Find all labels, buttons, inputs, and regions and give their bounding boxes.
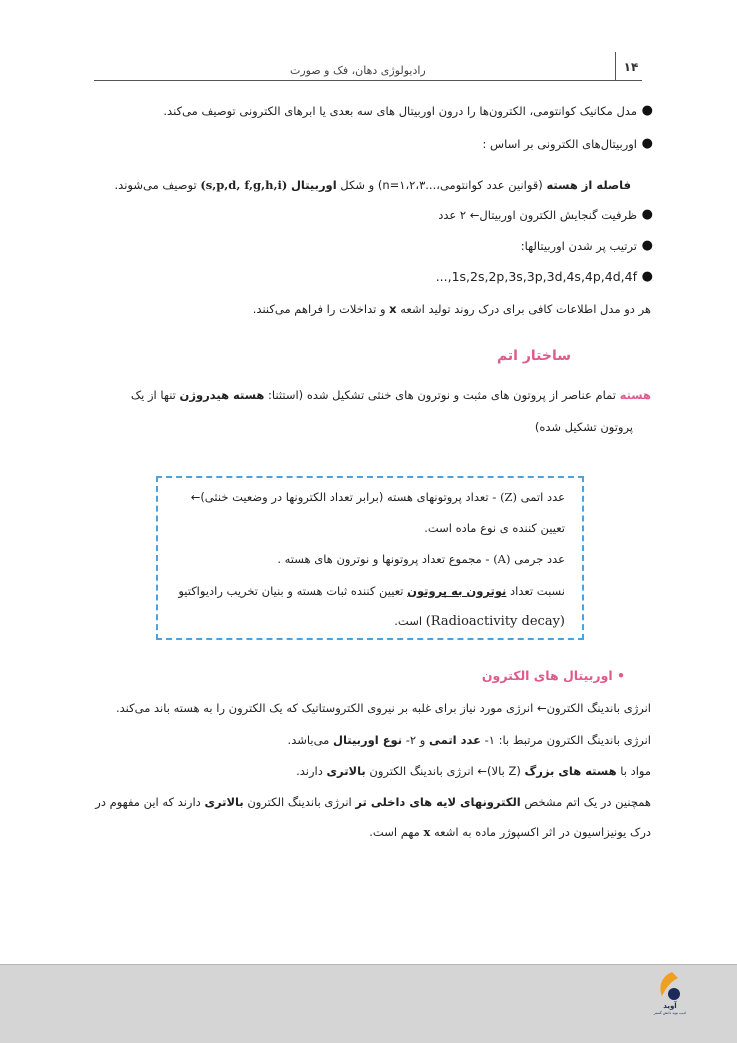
bullet-dot: ● [641, 269, 653, 284]
text-span: ← انرژی باندینگ الکترون [365, 764, 488, 778]
decay-line [394, 612, 565, 631]
bullet-dot: ● [641, 207, 653, 222]
list-item-text: اوربیتال‌های الکترونی بر اساس : [482, 137, 637, 151]
a-symbol: (A) [493, 552, 511, 566]
bold-term: هسته های بزرگ [524, 764, 617, 778]
orbital-text-line [296, 762, 651, 780]
text-span: درک یونیزاسیون در اثر اکسپوژر ماده به اشعه [430, 825, 651, 839]
atomic-number-line [191, 488, 565, 506]
text-span: (قوانین عدد کوانتومی،...۱،۲،۳=n) و شکل [336, 178, 547, 192]
section-heading: • اوربیتال های الکترون [481, 668, 625, 683]
list-item [520, 237, 653, 255]
list-item-text: مدل مکانیک کوانتومی، الکترون‌ها را درون اوربیتال های سه بعدی یا ابرهای الکترونی توصیف می‌کند. [163, 104, 637, 118]
x-ray-symbol: x [423, 825, 431, 839]
list-item-text: ظرفیت گنجایش الکترون اوربیتال← ۲ عدد [438, 208, 637, 222]
text-span: دارند که این مفهوم در [95, 795, 205, 809]
text-span: دارند. [296, 764, 327, 778]
text-span: مواد با [616, 764, 651, 778]
summary-text [253, 300, 651, 318]
text-span: - مجموع تعداد پروتونها و نوترون های هسته . [277, 552, 494, 566]
orbital-filling-order: ...,1s,2s,2p,3s,3p,3d,4s,4p,4d,4f [435, 269, 637, 284]
orbital-text-line [288, 731, 651, 749]
text-span: - تعداد پروتونهای هسته (برابر تعداد الکترونها در وضعیت خنثی)← [190, 490, 501, 504]
ratio-line [178, 582, 565, 600]
header-rule [94, 80, 642, 81]
list-item [163, 102, 653, 120]
nucleus-term: هسته [619, 388, 651, 402]
bold-term: فاصله از هسته [546, 178, 631, 192]
text-span: مهم است. [369, 825, 424, 839]
nucleus-paragraph-line2: پروتون تشکیل شده) [534, 420, 633, 434]
bullet-dot: ● [641, 238, 653, 253]
radioactivity-decay-term: (Radioactivity decay) [425, 614, 565, 629]
list-item [482, 135, 653, 153]
bold-term: نوع اوربیتال [332, 733, 403, 747]
logo-subtext: ادیب نوید دانش گستر [653, 1011, 687, 1015]
nucleus-paragraph-line1 [131, 386, 651, 404]
box-text-line: تعیین کننده ی نوع ماده است. [424, 521, 565, 535]
orbital-text-line [95, 793, 651, 811]
bullet-dot: ● [641, 103, 653, 118]
orbital-text-line: انرژی باندینگ الکترون← انرژی مورد نیاز برای غلبه بر نیروی الکتروستاتیک که یک الکترون را به هسته باند می‌کند. [115, 701, 651, 715]
text-span: انرژی باندینگ الکترون مرتبط با: ۱- [480, 733, 651, 747]
text-span: می‌باشد. [287, 733, 333, 747]
text-span: همچنین در یک اتم مشخص [520, 795, 651, 809]
text-span: عدد جرمی [510, 552, 565, 566]
bold-term: الکترونهای لایه های داخلی تر [355, 795, 521, 809]
orbital-text-line [369, 823, 651, 841]
text-span: و ۲- [402, 733, 429, 747]
text-span: انرژی باندینگ الکترون [243, 795, 356, 809]
text-span: و تداخلات را فراهم می‌کنند. [252, 302, 390, 316]
logo-navy-dot [668, 988, 680, 1000]
text-span: (Z بالا) [487, 764, 525, 778]
logo-text: آوید [663, 1002, 677, 1010]
text-span: تنها از یک [130, 388, 180, 402]
section-heading: ساختار اتم [496, 348, 571, 364]
text-span: تمام عناصر از پروتون های مثبت و نوترون های خنثی تشکیل شده (استثنا: [264, 388, 620, 402]
bullet-dot: ● [641, 136, 653, 151]
orbital-letters: (s,p,d, f,g,h,i) [200, 178, 288, 192]
running-header-title: رادیولوژی دهان، فک و صورت [290, 64, 426, 77]
bold-term: بالاتری [326, 764, 366, 778]
text-span: نسبت تعداد [506, 584, 565, 598]
orbital-basis-text [115, 176, 631, 194]
mass-number-line [277, 550, 565, 568]
text-span: است. [394, 614, 426, 628]
text-span: توصیف می‌شوند. [114, 178, 201, 192]
page-footer-band [0, 964, 737, 1043]
bold-term: هسته هیدروژن [179, 388, 265, 402]
z-symbol: (Z) [500, 490, 518, 504]
x-ray-symbol: x [389, 302, 397, 316]
text-span: هر دو مدل اطلاعات کافی برای درک روند تولید اشعه [396, 302, 651, 316]
bold-term: بالاتری [204, 795, 244, 809]
text-span: عدد اتمی [517, 490, 565, 504]
page-number: ۱۴ [623, 60, 639, 74]
list-item-text: ترتیب پر شدن اوربیتالها: [520, 239, 637, 253]
header-divider [615, 52, 616, 80]
publisher-logo [652, 968, 688, 1016]
underlined-term: نوترون به پروتون [407, 584, 507, 598]
bold-term: اوربیتال [290, 178, 337, 192]
list-item [438, 206, 653, 224]
bold-term: عدد اتمی [428, 733, 481, 747]
list-item [435, 268, 653, 286]
text-span: تعیین کننده ثبات هسته و بنیان تخریب رادیواکتیو [178, 584, 408, 598]
